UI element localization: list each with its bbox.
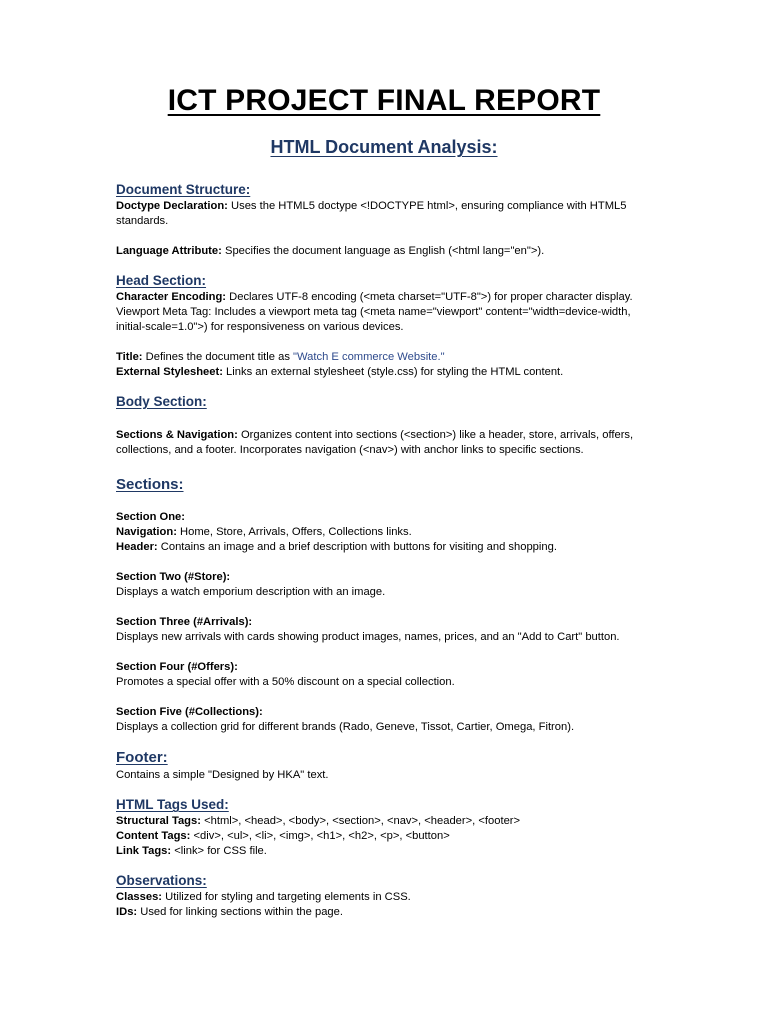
charset-paragraph: Character Encoding: Declares UTF-8 encoding (<meta charset="UTF-8">) for proper character display.: [116, 290, 633, 303]
heading-sections: Sections:: [116, 475, 184, 493]
classes-paragraph: Classes: Utilized for styling and targeting elements in CSS.: [116, 890, 411, 903]
title-paragraph: Title: Defines the document title as "Watch E commerce Website.": [116, 350, 445, 363]
stylesheet-paragraph: External Stylesheet: Links an external stylesheet (style.css) for styling the HTML content.: [116, 365, 564, 378]
doctype-paragraph: Doctype Declaration: Uses the HTML5 doctype <!DOCTYPE html>, ensuring compliance with HTML5 standards.: [116, 199, 627, 227]
heading-document-structure: Document Structure:: [116, 182, 251, 197]
heading-head-section: Head Section:: [116, 272, 207, 288]
heading-footer: Footer:: [116, 749, 168, 767]
section-two-label: Section Two (#Store):: [116, 571, 231, 584]
structural-tags-paragraph: Structural Tags: <html>, <head>, <body>, <section>, <nav>, <header>, <footer>: [116, 815, 521, 827]
report-subtitle: HTML Document Analysis:: [270, 137, 498, 157]
section-one-header: Header: Contains an image and a brief description with buttons for visiting and shopping.: [116, 541, 557, 554]
heading-html-tags-used: HTML Tags Used:: [116, 797, 229, 813]
link-tags-paragraph: Link Tags: <link> for CSS file.: [116, 845, 267, 857]
report-title: ICT PROJECT FINAL REPORT: [167, 84, 601, 117]
section-five-label: Section Five (#Collections):: [116, 706, 263, 719]
section-one-label: Section One:: [116, 511, 185, 524]
viewport-paragraph: Viewport Meta Tag: Includes a viewport meta tag (<meta name="viewport" content="width=device-width, initial-scale=1.0">) for responsiveness on various devices.: [116, 305, 631, 333]
report-body: [116, 182, 656, 920]
section-four-label: Section Four (#Offers):: [116, 661, 238, 674]
content-tags-paragraph: Content Tags: <div>, <ul>, <li>, <img>, <h1>, <h2>, <p>, <button>: [116, 830, 450, 842]
section-three-label: Section Three (#Arrivals):: [116, 616, 253, 629]
heading-observations: Observations:: [116, 873, 207, 888]
ids-paragraph: IDs: Used for linking sections within the page.: [116, 905, 343, 918]
language-paragraph: Language Attribute: Specifies the document language as English (<html lang="en">).: [116, 244, 545, 257]
section-three-text: Displays new arrivals with cards showing product images, names, prices, and an "Add to Cart" button.: [116, 631, 620, 644]
sections-navigation-paragraph: Sections & Navigation: Organizes content into sections (<section>) like a header, store, arrivals, offers, collections, and a footer. Incorporates navigation (<nav>) with anchor links to specific sections.: [116, 428, 634, 456]
section-four-text: Promotes a special offer with a 50% discount on a special collection.: [116, 676, 455, 689]
section-five-text: Displays a collection grid for different brands (Rado, Geneve, Tissot, Cartier, Omega, Fitron).: [116, 721, 575, 734]
section-two-text: Displays a watch emporium description with an image.: [116, 586, 386, 599]
footer-text: Contains a simple "Designed by HKA" text.: [116, 769, 329, 782]
heading-body-section: Body Section:: [116, 393, 207, 409]
section-one-navigation: Navigation: Home, Store, Arrivals, Offers, Collections links.: [116, 526, 412, 539]
